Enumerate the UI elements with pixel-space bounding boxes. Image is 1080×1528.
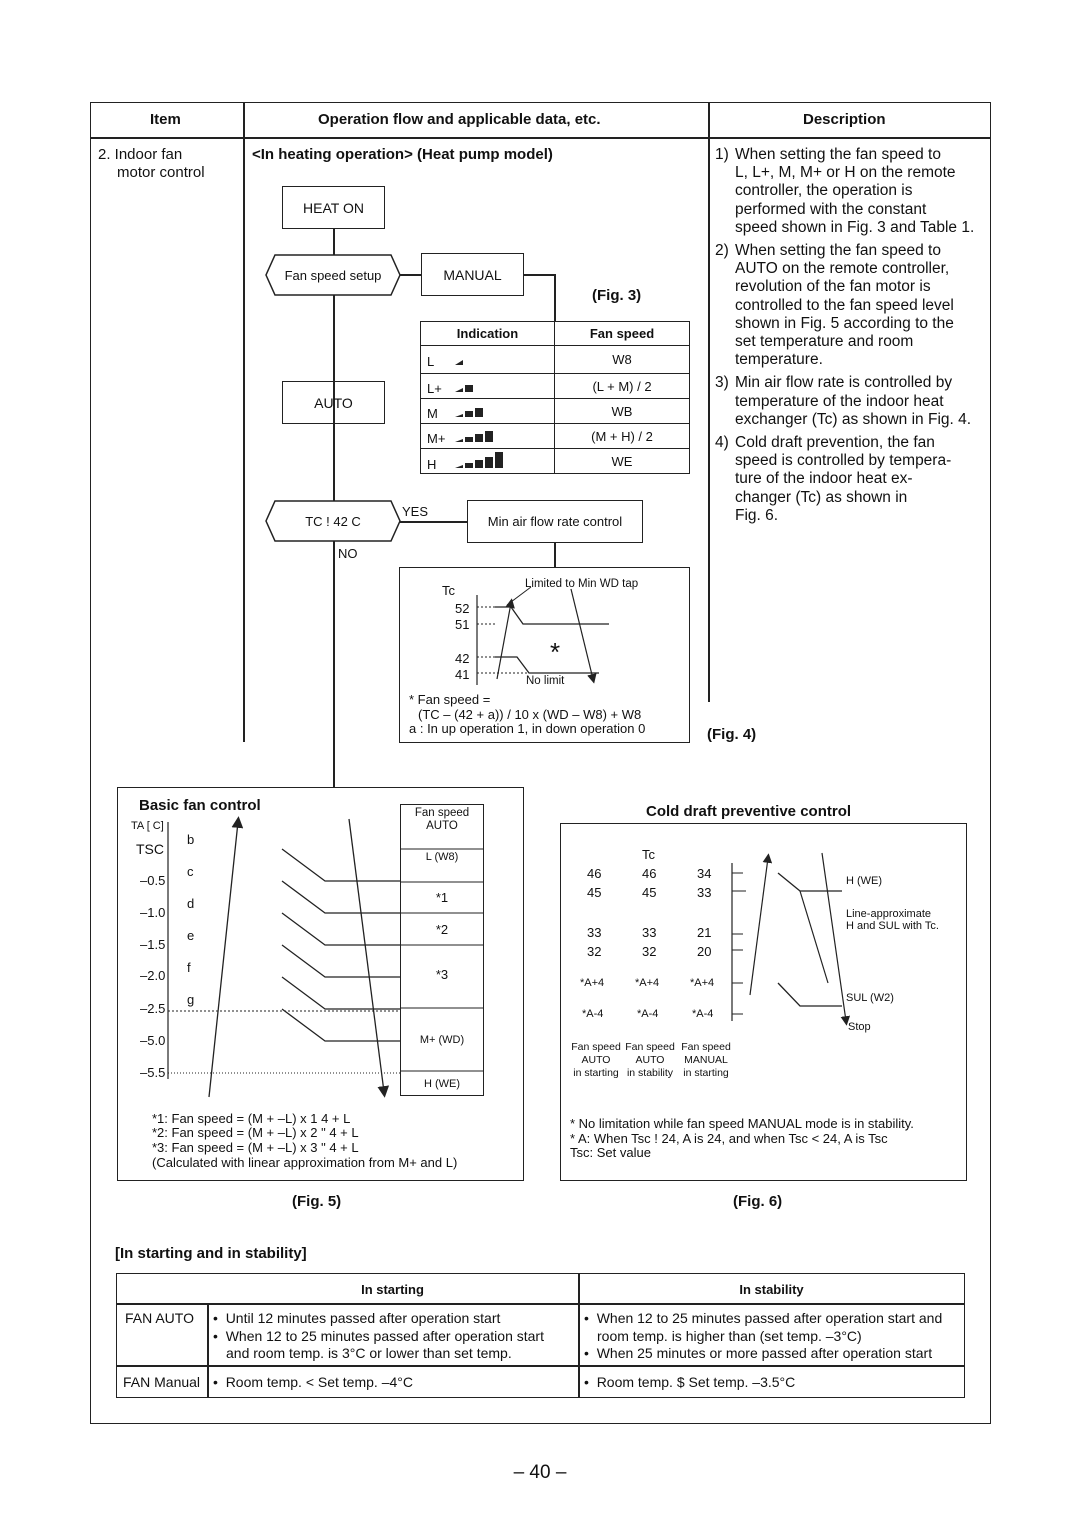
desc-line: temperature of the indoor heat xyxy=(735,392,944,410)
fig5-ta: TA [ C] xyxy=(131,820,164,832)
fan-speed-setup-label: Fan speed setup xyxy=(284,267,382,283)
list-item: • Room temp. < Set temp. –4°C xyxy=(213,1374,413,1390)
fig6-note-1: * No limitation while fan speed MANUAL mode is in stability. xyxy=(570,1116,914,1131)
fig6-col-line: AUTO xyxy=(581,1054,611,1066)
fig6-r5c3: *A+4 xyxy=(690,977,715,989)
fig4-tc: Tc xyxy=(442,583,455,598)
fig3-label: (Fig. 3) xyxy=(592,287,642,304)
fig5-fan-auto: AUTO xyxy=(426,820,458,832)
fig5-note-3: *3: Fan speed = (M + –L) x 3 " 4 + L xyxy=(152,1140,359,1155)
table-row xyxy=(421,424,690,449)
fig6-line-approx-2: H and SUL with Tc. xyxy=(846,920,939,932)
fig3-ind: M xyxy=(427,405,438,421)
fig6-r2c3: 33 xyxy=(697,885,712,900)
table-row xyxy=(421,399,690,424)
fig5-y-7: –5.5 xyxy=(140,1065,166,1080)
fig5-y-5: –2.5 xyxy=(140,1001,166,1016)
fig5-level-4: *3 xyxy=(435,967,449,982)
fig3-speed: WE xyxy=(611,453,633,469)
list-item xyxy=(584,1328,942,1346)
fig4-val-42: 42 xyxy=(455,651,470,666)
list-item: • Room temp. $ Set temp. –3.5°C xyxy=(584,1374,796,1390)
fig6-r3c1: 33 xyxy=(587,925,602,940)
stability-title: [In starting and in stability] xyxy=(115,1245,307,1262)
fig6-r5c2: *A+4 xyxy=(635,977,660,989)
fig5-letter-f: f xyxy=(187,960,191,975)
fig4-formula2: (TC – (42 + a)) / 10 x (WD – W8) + W8 xyxy=(418,707,642,722)
fig5-y-3: –1.5 xyxy=(140,937,166,952)
fig4-label: (Fig. 4) xyxy=(707,726,757,743)
flow-line-manual-down xyxy=(554,274,556,322)
fig5-level-5: M+ (WD) xyxy=(419,1034,465,1046)
stability-row-1 xyxy=(116,1303,965,1305)
heat-on-box: HEAT ON xyxy=(282,186,385,229)
stability-row-2 xyxy=(116,1365,965,1367)
desc-line: speed is controlled by tempera- xyxy=(735,452,952,470)
fan-auto-stability xyxy=(584,1310,942,1363)
fan-level-icon xyxy=(453,427,513,443)
yes-line xyxy=(400,521,468,523)
fig5-title: Basic fan control xyxy=(139,797,261,814)
list-item: • Until 12 minutes passed after operation start xyxy=(213,1310,501,1326)
desc-item-2 xyxy=(715,242,985,369)
desc-line: ture of the indoor heat ex- xyxy=(735,470,913,488)
fig3-header-fanspeed: Fan speed xyxy=(589,326,655,341)
list-item-text: and room temp. is 3°C or lower than set temp. xyxy=(226,1345,512,1361)
auto-box: AUTO xyxy=(282,381,385,424)
min-air-box: Min air flow rate control xyxy=(467,500,643,543)
desc-item-3 xyxy=(715,374,985,429)
min-air-line-down xyxy=(554,543,556,568)
fig5-y-1: –0.5 xyxy=(140,873,166,888)
fig4-val-41: 41 xyxy=(455,667,470,682)
flow-line-to-manual xyxy=(400,274,422,276)
list-item-text: Room temp. < Set temp. –4°C xyxy=(225,1374,413,1390)
desc-num: 3) xyxy=(715,374,729,392)
yes-label: YES xyxy=(402,504,429,519)
fan-level-icon xyxy=(453,350,513,366)
fig5-level-3: *2 xyxy=(435,922,449,937)
fig6-col-line: Fan speed xyxy=(625,1041,675,1053)
fig5-letter-g: g xyxy=(187,992,195,1007)
fig5-note-4: (Calculated with linear approximation from M+ and L) xyxy=(152,1155,458,1170)
fig3-ind: L xyxy=(427,354,435,369)
table-row xyxy=(421,346,690,374)
desc-line: temperature. xyxy=(735,351,823,369)
fig6-r1c2: 46 xyxy=(642,866,657,881)
tc-condition-label: TC ! 42 C xyxy=(305,513,361,529)
table-row xyxy=(421,449,690,474)
item-number: 2. Indoor fan xyxy=(98,146,183,163)
fig6-col-line: MANUAL xyxy=(684,1054,728,1066)
fig4-limited: Limited to Min WD tap xyxy=(525,578,639,590)
fig4-star: * xyxy=(550,637,561,667)
fig6-label: (Fig. 6) xyxy=(733,1193,783,1210)
fan-level-icon xyxy=(453,377,513,393)
no-label: NO xyxy=(338,546,358,561)
fig3-speed: (M + H) / 2 xyxy=(591,428,653,444)
fan-auto-starting xyxy=(213,1310,544,1363)
fig5-y-6: –5.0 xyxy=(140,1033,166,1048)
fig4-formula1: * Fan speed = xyxy=(409,692,491,707)
list-item-text: room temp. is higher than (set temp. –3°C) xyxy=(597,1327,862,1344)
desc-line: controlled to the fan speed level xyxy=(735,296,954,314)
fig4-formula3: a : In up operation 1, in down operation 0 xyxy=(409,721,646,736)
stability-header-starting: In starting xyxy=(361,1282,424,1297)
fig6-col-line: Fan speed xyxy=(571,1041,621,1053)
col-divider-1 xyxy=(243,102,245,742)
description-list xyxy=(715,146,985,525)
fan-manual-starting xyxy=(213,1374,413,1390)
fig6-r3c2: 33 xyxy=(642,925,657,940)
list-item-text: Until 12 minutes passed after operation start xyxy=(225,1310,501,1326)
fig6-stop: Stop xyxy=(848,1021,871,1033)
list-item xyxy=(213,1345,544,1363)
desc-item-4 xyxy=(715,434,985,525)
fig6-r4c2: 32 xyxy=(642,944,657,959)
fig6-r6c1: *A-4 xyxy=(582,1008,604,1020)
fig6-r4c1: 32 xyxy=(587,944,602,959)
fig5-note-2: *2: Fan speed = (M + –L) x 2 " 4 + L xyxy=(152,1125,359,1140)
fig5-level-6: H (WE) xyxy=(423,1078,461,1090)
fig6-note-3: Tsc: Set value xyxy=(570,1145,651,1160)
desc-num: 1) xyxy=(715,146,729,163)
header-divider xyxy=(90,137,991,139)
fig6-col-line: in starting xyxy=(683,1067,729,1079)
fig5-level-2: *1 xyxy=(435,890,449,905)
fig3-ind: M+ xyxy=(427,430,446,446)
fig6-sul: SUL (W2) xyxy=(846,992,894,1004)
fig6-col-line: Fan speed xyxy=(681,1041,731,1053)
fan-manual-label: FAN Manual xyxy=(123,1374,201,1390)
desc-line: AUTO on the remote controller, xyxy=(735,260,950,278)
fig6-col-line: AUTO xyxy=(635,1054,665,1066)
desc-line: When setting the fan speed to xyxy=(735,146,941,163)
fan-level-icon xyxy=(453,402,513,418)
fan-level-icon xyxy=(453,451,513,469)
fig3-header-indication: Indication xyxy=(456,326,519,341)
fig6-r6c2: *A-4 xyxy=(637,1008,659,1020)
fig5-fan-speed: Fan speed xyxy=(414,807,470,819)
fan-manual-stability xyxy=(584,1374,795,1390)
fig4-val-52: 52 xyxy=(455,601,470,616)
stability-col-1 xyxy=(207,1304,209,1398)
list-item-text: When 12 to 25 minutes passed after operation start xyxy=(225,1327,544,1344)
page-number: – 40 – xyxy=(513,1462,567,1483)
desc-line: exchanger (Tc) as shown in Fig. 4. xyxy=(735,410,972,428)
desc-line: shown in Fig. 5 according to the xyxy=(735,314,954,332)
fig5-letter-b: b xyxy=(187,832,195,847)
desc-line: speed shown in Fig. 3 and Table 1. xyxy=(735,218,975,236)
fig6-r2c1: 45 xyxy=(587,885,602,900)
desc-line: set temperature and room xyxy=(735,333,914,351)
fig6-h-we: H (WE) xyxy=(846,875,883,887)
desc-num: 4) xyxy=(715,434,729,452)
fig3-speed: WB xyxy=(611,403,633,419)
desc-line: Min air flow rate is controlled by xyxy=(735,374,953,392)
fig6-r5c1: *A+4 xyxy=(580,977,605,989)
fan-auto-label: FAN AUTO xyxy=(125,1310,194,1326)
col-divider-2 xyxy=(708,102,710,702)
fig5-level-1: L (W8) xyxy=(425,851,459,863)
fig5-letter-d: d xyxy=(187,896,195,911)
desc-line: Fig. 6. xyxy=(735,506,779,524)
desc-item-1 xyxy=(715,146,985,237)
manual-box: MANUAL xyxy=(421,253,524,296)
fig5-note-1: *1: Fan speed = (M + –L) x 1 4 + L xyxy=(152,1111,351,1126)
fig6-r2c2: 45 xyxy=(642,885,657,900)
desc-line: performed with the constant xyxy=(735,200,927,218)
fig6-r1c1: 46 xyxy=(587,866,602,881)
fig5-letter-c: c xyxy=(187,864,194,879)
header-flow: Operation flow and applicable data, etc. xyxy=(318,111,601,128)
fig3-speed: (L + M) / 2 xyxy=(592,378,652,394)
fig5-letter-e: e xyxy=(187,928,195,943)
header-item: Item xyxy=(150,111,181,128)
header-description: Description xyxy=(803,111,886,128)
fig6-tc: Tc xyxy=(642,847,655,862)
desc-line: When setting the fan speed to xyxy=(735,242,941,260)
list-item-text: Room temp. $ Set temp. –3.5°C xyxy=(596,1374,796,1390)
list-item: • When 25 minutes or more passed after operation start xyxy=(584,1345,933,1361)
fig5-y-2: –1.0 xyxy=(140,905,166,920)
fig6-col-line: in stability xyxy=(626,1067,674,1079)
list-item-text: When 25 minutes or more passed after operation start xyxy=(596,1345,933,1361)
fig5-label: (Fig. 5) xyxy=(292,1193,342,1210)
list-item: • When 12 to 25 minutes passed after operation start and xyxy=(584,1310,943,1326)
desc-line: controller, the operation is xyxy=(735,182,913,200)
fig5-y-4: –2.0 xyxy=(140,968,166,983)
list-item: • When 12 to 25 minutes passed after operation start xyxy=(213,1327,544,1344)
flow-line-manual-right xyxy=(524,274,555,276)
stability-header-stability: In stability xyxy=(739,1282,804,1297)
desc-num: 2) xyxy=(715,242,729,260)
fig6-r6c3: *A-4 xyxy=(692,1008,714,1020)
fig3-ind: L+ xyxy=(427,380,442,396)
desc-line: changer (Tc) as shown in xyxy=(735,488,908,506)
section-title: <In heating operation> (Heat pump model) xyxy=(252,146,553,163)
fig6-r4c3: 20 xyxy=(697,944,712,959)
fig6-title: Cold draft preventive control xyxy=(646,803,852,820)
desc-line: Cold draft prevention, the fan xyxy=(735,434,935,452)
list-item-text: When 12 to 25 minutes passed after operation start and xyxy=(596,1310,943,1326)
fig6-note-2: * A: When Tsc ! 24, A is 24, and when Tsc < 24, A is Tsc xyxy=(570,1131,888,1146)
fig3-speed: W8 xyxy=(612,352,632,367)
fig4-no-limit: No limit xyxy=(526,675,565,687)
fig6-line-approx-1: Line-approximate xyxy=(846,908,931,920)
fig5-tsc: TSC xyxy=(136,841,164,857)
fig6-col-line: in starting xyxy=(573,1067,619,1079)
desc-line: L, L+, M, M+ or H on the remote xyxy=(735,164,956,182)
fig4-val-51: 51 xyxy=(455,617,470,632)
table-row xyxy=(421,374,690,399)
desc-line: revolution of the fan motor is xyxy=(735,278,931,296)
fig6-r1c3: 34 xyxy=(697,866,712,881)
item-line2: motor control xyxy=(117,164,205,181)
fig3-table xyxy=(420,321,690,474)
fig3-ind: H xyxy=(427,456,437,472)
fig6-r3c3: 21 xyxy=(697,925,712,940)
